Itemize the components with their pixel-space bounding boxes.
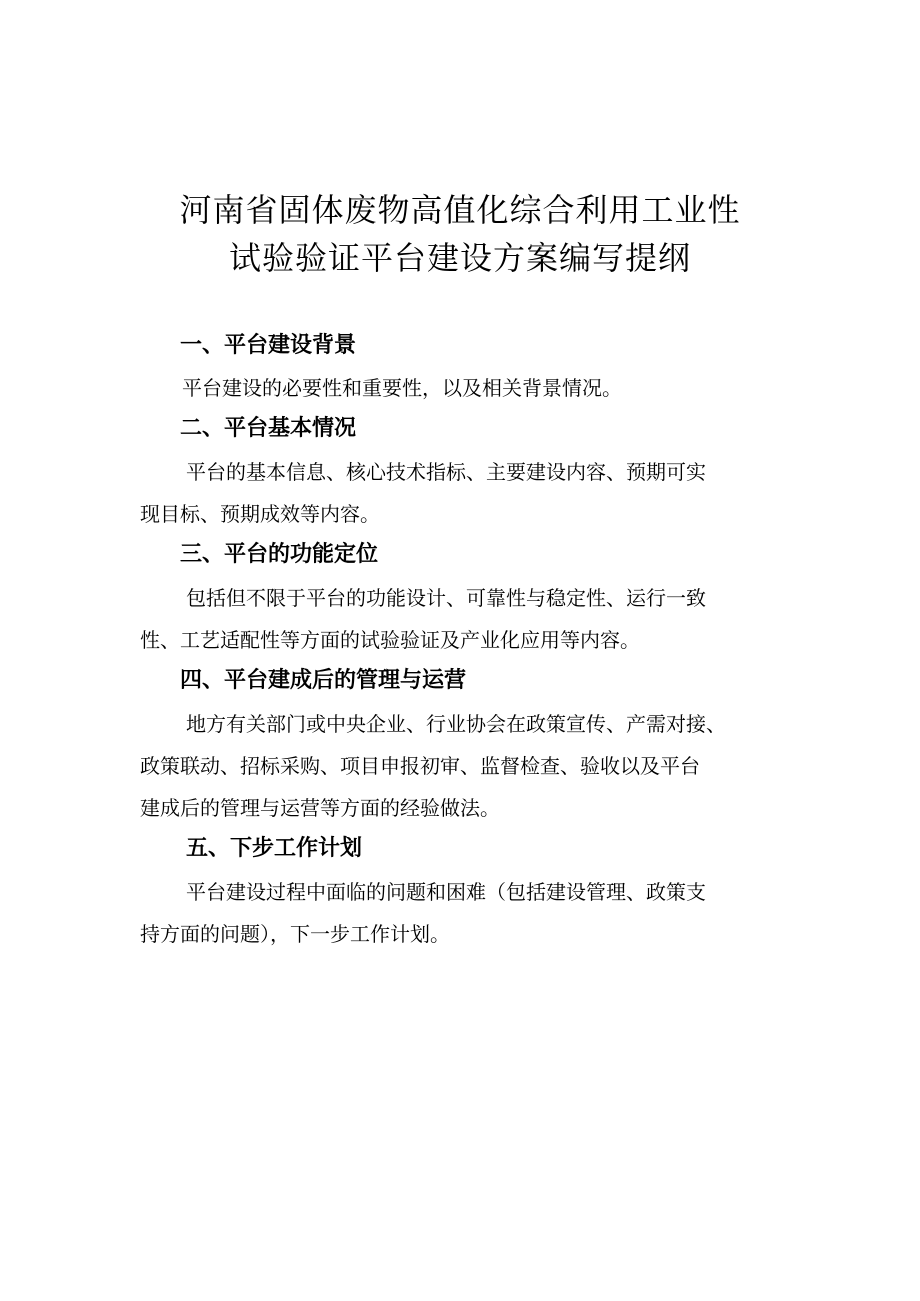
- document-title-line-1: 河南省固体废物高值化综合利用工业性: [179, 191, 741, 229]
- section-next-plan-line-2: 持方面的问题），下一步工作计划。: [140, 922, 450, 946]
- section-basic-info-line-1: 平台的基本信息、核心技术指标、主要建设内容、预期可实: [186, 460, 706, 484]
- section-background-line-1: 平台建设的必要性和重要性，以及相关背景情况。: [182, 376, 622, 400]
- document-title-line-2: 试验验证平台建设方案编写提纲: [228, 239, 691, 277]
- section-heading-management: 四、平台建成后的管理与运营: [180, 668, 467, 693]
- section-function-line-1: 包括但不限于平台的功能设计、可靠性与稳定性、运行一致: [186, 586, 706, 610]
- section-heading-background: 一、平台建设背景: [180, 333, 357, 358]
- section-heading-basic-info: 二、平台基本情况: [180, 416, 357, 441]
- section-heading-next-plan: 五、下步工作计划: [186, 836, 363, 861]
- section-function-line-2: 性、工艺适配性等方面的试验验证及产业化应用等内容。: [140, 628, 640, 652]
- section-basic-info-line-2: 现目标、预期成效等内容。: [140, 502, 380, 526]
- section-next-plan-line-1: 平台建设过程中面临的问题和困难（包括建设管理、政策支: [186, 880, 706, 904]
- section-management-line-2: 政策联动、招标采购、项目申报初审、监督检查、验收以及平台: [140, 754, 700, 778]
- section-management-line-1: 地方有关部门或中央企业、行业协会在政策宣传、产需对接、: [186, 712, 726, 736]
- section-management-line-3: 建成后的管理与运营等方面的经验做法。: [140, 796, 500, 820]
- section-heading-function: 三、平台的功能定位: [180, 542, 379, 567]
